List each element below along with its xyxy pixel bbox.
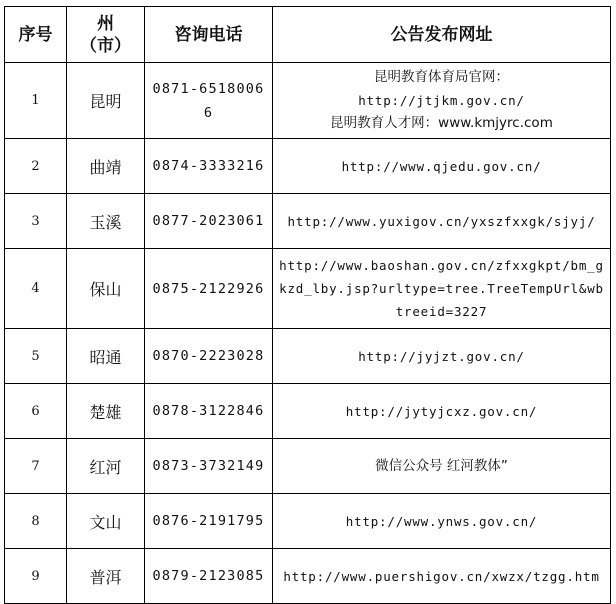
announcement-link[interactable]: http://jyjzt.gov.cn/: [358, 348, 525, 364]
contact-table: [4, 6, 611, 604]
announcement-url-cell: [273, 194, 611, 249]
row-number: 9: [5, 549, 67, 604]
consult-phone: 0873-3732149: [145, 439, 273, 494]
table-row: [5, 249, 611, 329]
table-row: [5, 384, 611, 439]
consult-phone: 0876-2191795: [145, 494, 273, 549]
row-number: 4: [5, 249, 67, 329]
consult-phone: 0871-65180066: [145, 63, 273, 139]
city-name: 楚雄: [67, 384, 145, 439]
table-row: [5, 139, 611, 194]
announcement-url-cell: [273, 384, 611, 439]
table-row: [5, 549, 611, 604]
city-name: 昭通: [67, 329, 145, 384]
announcement-link[interactable]: http://jytyjcxz.gov.cn/: [345, 403, 538, 419]
row-number: 1: [5, 63, 67, 139]
city-name: 曲靖: [67, 139, 145, 194]
announcement-text: 微信公众号 红河教体”: [375, 457, 508, 474]
header-phone: 咨询电话: [145, 7, 273, 63]
announcement-link[interactable]: http://www.baoshan.gov.cn/zfxxgkpt/bm_gkzd_lby.jsp?urltype=tree.TreeTempUrl&wbtreeid=3227: [279, 258, 604, 319]
announcement-url-cell: [273, 139, 611, 194]
header-row: [5, 7, 611, 63]
consult-phone: 0870-2223028: [145, 329, 273, 384]
city-name: 红河: [67, 439, 145, 494]
announcement-link[interactable]: http://www.yuxigov.cn/yxszfxxgk/sjyj/: [287, 213, 596, 229]
announcement-link[interactable]: http://www.puershigov.cn/xwzx/tzgg.htm: [283, 568, 600, 584]
announcement-link[interactable]: http://www.ynws.gov.cn/: [345, 513, 538, 529]
row-number: 6: [5, 384, 67, 439]
city-name: 保山: [67, 249, 145, 329]
announcement-url-cell: [273, 439, 611, 494]
announcement-url-cell: [273, 329, 611, 384]
row-number: 3: [5, 194, 67, 249]
table-row: [5, 439, 611, 494]
header-url: 公告发布网址: [273, 7, 611, 63]
table-row: [5, 329, 611, 384]
header-city: 州 （市）: [67, 7, 145, 63]
consult-phone: 0877-2023061: [145, 194, 273, 249]
consult-phone: 0878-3122846: [145, 384, 273, 439]
announcement-link[interactable]: http://jtjkm.gov.cn/: [358, 93, 525, 108]
table-row: [5, 194, 611, 249]
row-number: 8: [5, 494, 67, 549]
city-name: 玉溪: [67, 194, 145, 249]
consult-phone: 0874-3333216: [145, 139, 273, 194]
header-no: 序号: [5, 7, 67, 63]
table-row: [5, 494, 611, 549]
announcement-text: 昆明教育体育局官网：: [374, 69, 509, 85]
city-name: 文山: [67, 494, 145, 549]
row-number: 5: [5, 329, 67, 384]
city-name: 昆明: [67, 63, 145, 139]
consult-phone: 0879-2123085: [145, 549, 273, 604]
row-number: 7: [5, 439, 67, 494]
consult-phone: 0875-2122926: [145, 249, 273, 329]
announcement-url-cell: [273, 63, 611, 139]
announcement-text: 昆明教育人才网：www.kmjyrc.com: [330, 115, 553, 131]
row-number: 2: [5, 139, 67, 194]
city-name: 普洱: [67, 549, 145, 604]
announcement-url-cell: [273, 494, 611, 549]
table-row: [5, 63, 611, 139]
announcement-url-cell: [273, 249, 611, 329]
announcement-url-cell: [273, 549, 611, 604]
announcement-link[interactable]: http://www.qjedu.gov.cn/: [341, 158, 542, 174]
